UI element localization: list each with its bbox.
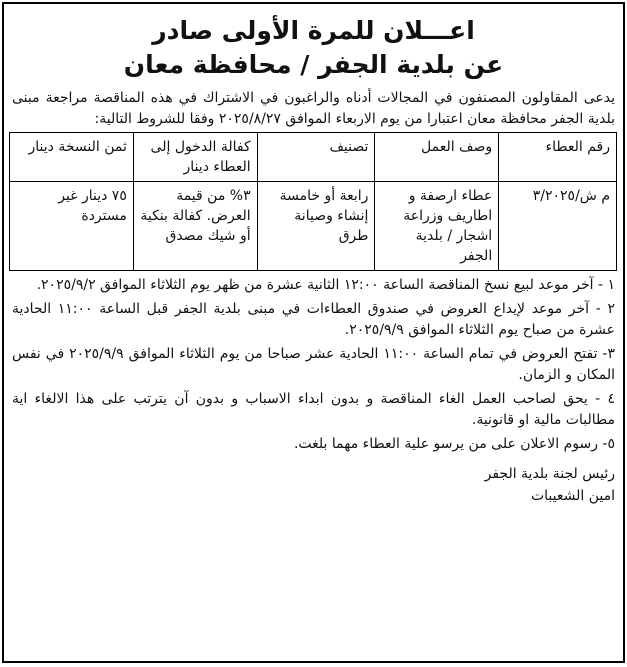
signature-block [4,463,623,507]
ad-title-line1: اعـــلان للمرة الأولى صادر [152,16,475,45]
header-tender-number: رقم العطاء [499,133,617,182]
cell-tender-number: م ش/٣/٢٠٢٥ [499,182,617,271]
table-header-row [10,133,617,182]
conditions-list [4,275,623,455]
intro-paragraph: يدعى المقاولون المصنفون في المجالات أدناه والراغبون في الاشتراك في هذه المناقصة مراجعة مبنى بلدية الجفر محافظة معان اعتبارا من يوم الاربعاء الموافق ٢٠٢٥/٨/٢٧ وفقا للشروط التالية: [12,90,615,127]
condition-item: ٢ - آخر موعد لإيداع العروض في صندوق العطاءات في مبنى بلدية الجفر قبل الساعة ١١:٠٠ الحادية عشرة من صباح يوم الثلاثاء الموافق ٢٠٢٥/٩/٩. [12,301,615,338]
header-entry-guarantee: كفالة الدخول إلى العطاء دينار [133,133,257,182]
ad-title-line2: عن بلدية الجفر / محافظة معان [123,50,504,79]
header-copy-price: ثمن النسخة دينار [10,133,134,182]
signature-title: رئيس لجنة بلدية الجفر [484,466,615,482]
header-work-description: وصف العمل [375,133,499,182]
condition-item: ٤ - يحق لصاحب العمل الغاء المناقصة و بدون ابداء الاسباب و بدون آن يترتب على هذا الالغاء اية مطالبات مالية او قانونية. [12,391,615,428]
cell-work-description: عطاء ارصفة و اطاريف وزراعة اشجار / بلدية الجفر [375,182,499,271]
tenders-table [9,132,617,271]
cell-copy-price: ٧٥ دينار غير مستردة [10,182,134,271]
signature-name: امين الشعيبات [530,488,615,504]
condition-item: ٣- تفتح العروض في تمام الساعة ١١:٠٠ الحادية عشر صباحا من يوم الثلاثاء الموافق ٢٠٢٥/٩/٩ في نفس المكان و الزمان. [12,346,615,383]
condition-item: ١ - آخر موعد لبيع نسخ المناقصة الساعة ١٢:٠٠ الثانية عشرة من ظهر يوم الثلاثاء الموافق ٢٠٢٥/٩/٢. [36,277,615,293]
advertisement-page [2,2,625,663]
cell-classification: رابعة أو خامسة إنشاء وصيانة طرق [257,182,375,271]
header-classification: تصنيف [257,133,375,182]
condition-item: ٥- رسوم الاعلان على من يرسو علية العطاء مهما بلغت. [293,436,615,452]
table-row [10,182,617,271]
cell-entry-guarantee: ٣% من قيمة العرض. كفالة بنكية أو شيك مصدق [133,182,257,271]
